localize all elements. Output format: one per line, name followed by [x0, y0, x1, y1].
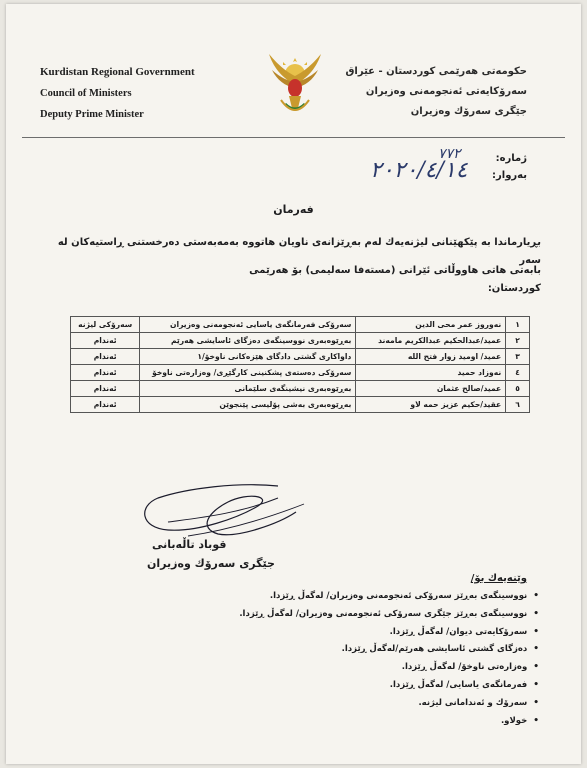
english-letterhead [40, 66, 195, 130]
letterhead-government-en: Kurdistan Regional Government [40, 66, 195, 78]
document-title: فەرمان [273, 203, 314, 216]
letterhead-council-en: Council of Ministers [40, 88, 132, 99]
committee-position-cell: سەرۆكی فەرمانگەی یاسایی ئەنجومەنی وەزیران [140, 317, 356, 333]
committee-role-cell: ئەندام [71, 381, 140, 397]
letterhead-council-ku: سەرۆكایەتی ئەنجومەنی وەزیران [365, 86, 527, 97]
committee-row [71, 381, 530, 397]
committee-num-cell: ٦ [506, 397, 530, 413]
copy-item: • سەرۆكایەتی دیوان/ لەگەڵ ڕێزدا. [99, 624, 539, 642]
committee-name-cell: نەوزاد حمید [356, 365, 506, 381]
committee-position-cell: بەڕێوەبەری نیشینگەی سلێمانی [140, 381, 356, 397]
signatory-title: جێگری سەرۆك وەزیران [147, 557, 275, 570]
committee-name-cell: عمید/ اومید زوار فتح الله [356, 349, 506, 365]
kurdish-letterhead [345, 66, 527, 126]
copies-heading: وێنەیەك بۆ/ [470, 573, 527, 584]
committee-role-cell: ئەندام [71, 397, 140, 413]
copy-item: • نووسینگەی بەڕێز سەرۆكی ئەنجومەنی وەزیران/ لەگەڵ ڕێزدا. [99, 588, 539, 606]
committee-name-cell: عمید/صالح عثمان [356, 381, 506, 397]
header-divider [22, 137, 565, 138]
committee-position-cell: بەڕێوەبەری نووسینگەی دەزگای ئاسایشی هەرێم [140, 333, 356, 349]
order-paragraph-line2: بابەتی هاتی هاووڵاتی ئێرانی (مستەفا سەلیمی) بۆ هەرێمی كوردستان: [249, 265, 541, 294]
committee-num-cell: ٢ [506, 333, 530, 349]
committee-row [71, 317, 530, 333]
committee-num-cell: ٣ [506, 349, 530, 365]
reference-number-label: ژمارە: [495, 153, 527, 164]
copy-item: • خولاو. [99, 713, 539, 731]
committee-num-cell: ٤ [506, 365, 530, 381]
committee-role-cell: سەرۆكی لیژنە [71, 317, 140, 333]
letterhead-government-ku: حكومەتی هەرێمی كوردستان - عێراق [345, 66, 527, 77]
krg-emblem-icon [263, 44, 327, 126]
committee-row [71, 397, 530, 413]
committee-position-cell: داواكاری گشتی دادگای هێزەكانی ناوخۆ/١ [140, 349, 356, 365]
order-paragraph-line1: بڕیارماندا بە پێكهێنانی لیژنەیەك لەم بەڕێزانەی ناویان هاتووە بەمەبەستی دەرخستنی ڕاستیەكان لە سەر [57, 237, 541, 266]
committee-name-cell: نەوروز عمر محی الدین [356, 317, 506, 333]
reference-block [492, 153, 527, 187]
copy-item: • سەرۆك و ئەندامانی لیژنە. [99, 695, 539, 713]
copy-item: • نووسینگەی بەڕێز جێگری سەرۆكی ئەنجومەنی وەزیران/ لەگەڵ ڕێزدا. [99, 606, 539, 624]
letterhead-office-ku: جێگری سەرۆك وەزیران [410, 106, 527, 117]
letterhead-office-en: Deputy Prime Minister [40, 109, 144, 120]
committee-name-cell: عمید/عبدالحكیم عبدالكریم مامەند [356, 333, 506, 349]
committee-row [71, 349, 530, 365]
copy-item: • فەرمانگەی یاسایی/ لەگەڵ ڕێزدا. [99, 677, 539, 695]
committee-row [71, 365, 530, 381]
reference-number-value: ٧٧٢ [438, 146, 461, 162]
committee-role-cell: ئەندام [71, 333, 140, 349]
committee-position-cell: بەڕێوەبەری بەشی پۆلیسی پێنجوێن [140, 397, 356, 413]
committee-name-cell: عقید/حكیم عزیز حمە لاو [356, 397, 506, 413]
signatory-name: قوباد تاڵەبانی [152, 538, 227, 551]
committee-position-cell: سەرۆكی دەستەی پشكنینی كارگێڕی/ وەزارەتی ناوخۆ [140, 365, 356, 381]
reference-date-label: بەروار: [492, 170, 527, 181]
committee-row [71, 333, 530, 349]
committee-num-cell: ٥ [506, 381, 530, 397]
committee-num-cell: ١ [506, 317, 530, 333]
committee-role-cell: ئەندام [71, 349, 140, 365]
reference-date-value: ٢٠٢٠/٤/١٤ [370, 158, 468, 183]
copies-list [99, 588, 539, 730]
committee-role-cell: ئەندام [71, 365, 140, 381]
committee-table [70, 316, 530, 413]
copy-item: • وەزارەتی ناوخۆ/ لەگەڵ ڕێزدا. [99, 659, 539, 677]
copy-item: • دەزگای گشتی ئاسایشی هەرێم/لەگەڵ ڕێزدا. [99, 641, 539, 659]
